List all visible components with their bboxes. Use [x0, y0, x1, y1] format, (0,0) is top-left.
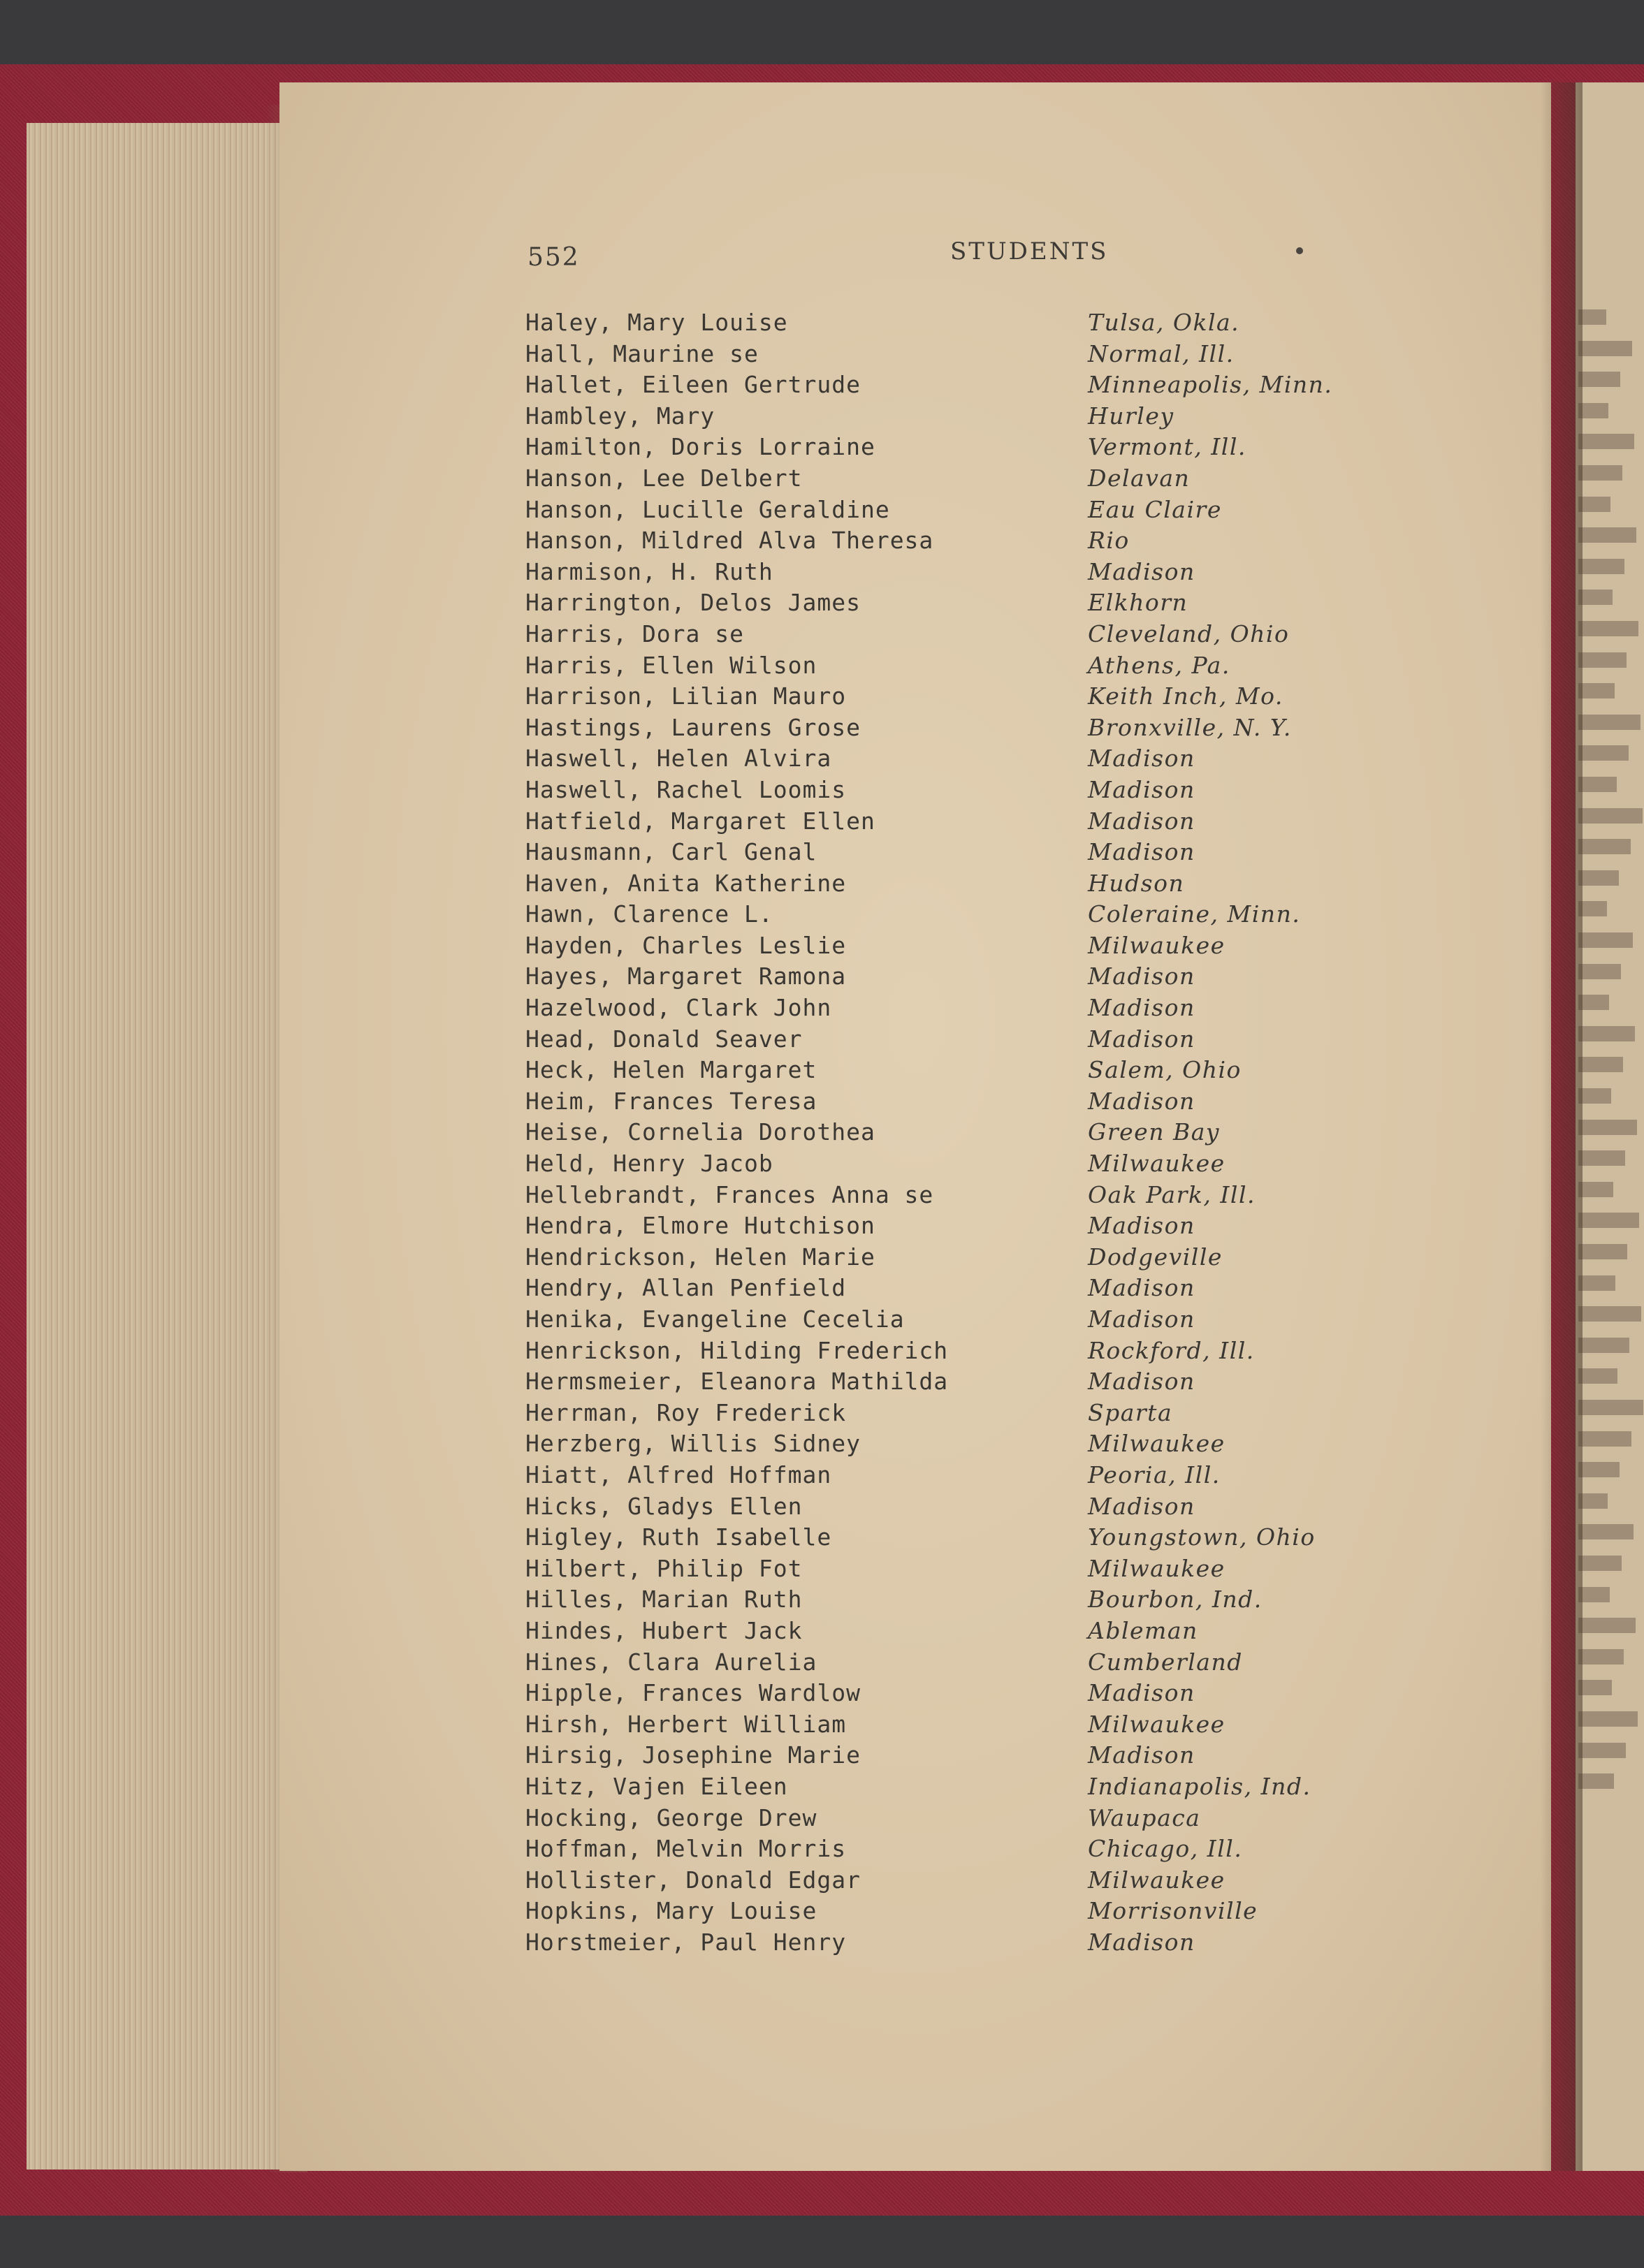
student-row	[525, 1803, 1434, 1834]
facing-page-text-line	[1578, 559, 1624, 574]
student-row	[525, 930, 1434, 962]
ornament-dot	[1296, 247, 1303, 254]
student-name: Hollister, Donald Edgar	[525, 1866, 861, 1894]
student-row	[525, 307, 1434, 339]
student-name: Head, Donald Seaver	[525, 1025, 803, 1053]
student-row	[525, 1647, 1434, 1678]
student-name: Hoffman, Melvin Morris	[525, 1835, 847, 1863]
student-name: Held, Henry Jacob	[525, 1150, 773, 1178]
student-name: Hazelwood, Clark John	[525, 994, 832, 1022]
facing-page-text-line	[1578, 1150, 1625, 1166]
student-row	[525, 1834, 1434, 1865]
student-row	[525, 1553, 1434, 1585]
student-hometown: Green Bay	[1088, 1118, 1221, 1146]
student-hometown: Coleraine, Minn.	[1088, 900, 1301, 928]
student-row	[525, 1336, 1434, 1367]
facing-page-text-line	[1578, 1711, 1638, 1727]
student-name: Hawn, Clarence L.	[525, 900, 773, 928]
facing-page-text-line	[1578, 1213, 1639, 1228]
student-row	[525, 463, 1434, 495]
student-hometown: Bourbon, Ind.	[1088, 1586, 1263, 1614]
page-number: 552	[528, 243, 580, 272]
student-row	[525, 806, 1434, 837]
student-name: Hipple, Frances Wardlow	[525, 1679, 861, 1707]
student-name: Haswell, Helen Alvira	[525, 745, 832, 773]
student-hometown: Milwaukee	[1088, 1150, 1225, 1178]
facing-page-text-line	[1578, 1120, 1637, 1135]
student-hometown: Athens, Pa.	[1088, 651, 1230, 679]
page-gutter	[1541, 82, 1583, 2171]
student-hometown: Milwaukee	[1088, 1866, 1225, 1894]
student-row	[525, 1366, 1434, 1398]
facing-page-text-line	[1578, 745, 1629, 761]
student-name: Hamilton, Doris Lorraine	[525, 433, 875, 461]
facing-page-text-line	[1578, 1306, 1641, 1322]
student-name: Herzberg, Willis Sidney	[525, 1430, 861, 1458]
student-hometown: Cleveland, Ohio	[1088, 620, 1290, 648]
facing-page-text-line	[1578, 1431, 1631, 1447]
student-hometown: Madison	[1088, 557, 1195, 585]
facing-page-text-line	[1578, 870, 1619, 886]
student-row	[525, 1709, 1434, 1741]
student-name: Harmison, H. Ruth	[525, 557, 773, 585]
student-hometown: Madison	[1088, 963, 1195, 990]
student-hometown: Madison	[1088, 1087, 1195, 1115]
facing-page-text-line	[1578, 839, 1631, 854]
facing-page-text-line	[1578, 932, 1633, 948]
student-row	[525, 1180, 1434, 1211]
student-hometown: Milwaukee	[1088, 1710, 1225, 1738]
student-row	[525, 557, 1434, 588]
facing-page-text-line	[1578, 403, 1608, 418]
student-row	[525, 1865, 1434, 1896]
student-hometown: Hudson	[1088, 869, 1185, 897]
student-row	[525, 370, 1434, 401]
student-hometown: Youngstown, Ohio	[1088, 1523, 1316, 1551]
student-row	[525, 1927, 1434, 1959]
student-hometown: Madison	[1088, 807, 1195, 835]
student-hometown: Madison	[1088, 1492, 1195, 1520]
facing-page-text-line	[1578, 1275, 1615, 1291]
student-hometown: Indianapolis, Ind.	[1088, 1772, 1311, 1800]
student-hometown: Waupaca	[1088, 1804, 1201, 1831]
facing-page-text-line	[1578, 309, 1606, 325]
student-name: Hastings, Laurens Grose	[525, 713, 861, 741]
student-row	[525, 775, 1434, 806]
facing-page-text-line	[1578, 1649, 1624, 1665]
student-row	[525, 1678, 1434, 1709]
student-name: Hermsmeier, Eleanora Mathilda	[525, 1368, 949, 1396]
facing-page-text-line	[1578, 964, 1621, 979]
student-row	[525, 1428, 1434, 1460]
student-roster	[525, 307, 1434, 1958]
student-hometown: Rockford, Ill.	[1088, 1336, 1255, 1364]
student-row	[525, 401, 1434, 432]
student-hometown: Milwaukee	[1088, 1430, 1225, 1458]
student-name: Heise, Cornelia Dorothea	[525, 1118, 875, 1146]
student-name: Heck, Helen Margaret	[525, 1056, 817, 1084]
running-head	[0, 237, 1644, 279]
student-hometown: Madison	[1088, 838, 1195, 866]
facing-page-text-line	[1578, 1618, 1636, 1633]
student-hometown: Madison	[1088, 994, 1195, 1022]
student-name: Hall, Maurine se	[525, 339, 759, 367]
facing-page-fragment	[1576, 82, 1644, 2171]
student-hometown: Normal, Ill.	[1088, 339, 1235, 367]
facing-page-text-line	[1578, 372, 1620, 387]
student-name: Hicks, Gladys Ellen	[525, 1492, 803, 1520]
student-name: Herrman, Roy Frederick	[525, 1398, 847, 1426]
student-name: Hausmann, Carl Genal	[525, 838, 817, 866]
student-hometown: Peoria, Ill.	[1088, 1461, 1221, 1488]
student-row	[525, 650, 1434, 682]
facing-page-text-line	[1578, 1587, 1610, 1602]
student-name: Hellebrandt, Frances Anna se	[525, 1180, 934, 1208]
student-hometown: Madison	[1088, 1679, 1195, 1707]
student-name: Higley, Ruth Isabelle	[525, 1523, 832, 1551]
student-row	[525, 432, 1434, 463]
student-name: Hines, Clara Aurelia	[525, 1648, 817, 1676]
facing-page-text-line	[1578, 715, 1641, 730]
student-row	[525, 1771, 1434, 1803]
student-row	[525, 1491, 1434, 1523]
page-title: STUDENTS	[950, 237, 1109, 265]
student-name: Hilles, Marian Ruth	[525, 1586, 803, 1614]
student-hometown: Salem, Ohio	[1088, 1056, 1242, 1084]
student-hometown: Ableman	[1088, 1616, 1198, 1644]
student-row	[525, 743, 1434, 775]
student-name: Hocking, George Drew	[525, 1804, 817, 1831]
student-hometown: Sparta	[1088, 1398, 1173, 1426]
facing-page-text-line	[1578, 1244, 1627, 1259]
student-row	[525, 1896, 1434, 1927]
facing-page-text-line	[1578, 1524, 1634, 1539]
student-name: Haswell, Rachel Loomis	[525, 775, 847, 803]
student-hometown: Vermont, Ill.	[1088, 433, 1246, 461]
student-row	[525, 1086, 1434, 1118]
facing-page-text-line	[1578, 527, 1636, 543]
student-name: Hilbert, Philip Fot	[525, 1554, 803, 1582]
student-row	[525, 339, 1434, 370]
student-hometown: Milwaukee	[1088, 1554, 1225, 1582]
facing-page-text-line	[1578, 1400, 1643, 1415]
student-row	[525, 1055, 1434, 1086]
student-hometown: Madison	[1088, 775, 1195, 803]
student-row	[525, 587, 1434, 619]
student-name: Henrickson, Hilding Frederich	[525, 1336, 949, 1364]
student-row	[525, 1584, 1434, 1616]
student-name: Hayes, Margaret Ramona	[525, 963, 847, 990]
facing-page-text-line	[1578, 1680, 1612, 1695]
student-hometown: Oak Park, Ill.	[1088, 1180, 1256, 1208]
facing-page-text-line	[1578, 808, 1643, 824]
facing-page-text-line	[1578, 777, 1617, 792]
student-name: Hanson, Lee Delbert	[525, 464, 803, 492]
facing-page-text-line	[1578, 683, 1615, 698]
student-row	[525, 619, 1434, 650]
student-hometown: Madison	[1088, 1928, 1195, 1956]
student-row	[525, 1117, 1434, 1148]
student-row	[525, 868, 1434, 900]
student-name: Hindes, Hubert Jack	[525, 1616, 803, 1644]
student-row	[525, 681, 1434, 712]
student-row	[525, 1522, 1434, 1553]
facing-page-text-line	[1578, 1182, 1613, 1197]
student-row	[525, 899, 1434, 930]
facing-page-text-line	[1578, 652, 1627, 668]
student-row	[525, 1740, 1434, 1771]
facing-page-text-line	[1578, 901, 1607, 916]
student-hometown: Keith Inch, Mo.	[1088, 682, 1283, 710]
student-name: Hambley, Mary	[525, 402, 715, 430]
student-hometown: Madison	[1088, 1368, 1195, 1396]
student-hometown: Madison	[1088, 1741, 1195, 1769]
student-name: Hatfield, Margaret Ellen	[525, 807, 875, 835]
student-name: Heim, Frances Teresa	[525, 1087, 817, 1115]
student-row	[525, 712, 1434, 744]
student-hometown: Milwaukee	[1088, 931, 1225, 959]
student-row	[525, 1304, 1434, 1336]
student-name: Harris, Dora se	[525, 620, 745, 648]
student-name: Hitz, Vajen Eileen	[525, 1772, 788, 1800]
facing-page-text-line	[1578, 1368, 1617, 1384]
student-hometown: Madison	[1088, 1212, 1195, 1240]
student-name: Hanson, Lucille Geraldine	[525, 495, 890, 523]
facing-page-text-line	[1578, 1338, 1629, 1353]
facing-page-text-line	[1578, 1462, 1620, 1477]
student-row	[525, 1024, 1434, 1055]
student-hometown: Elkhorn	[1088, 589, 1188, 617]
student-name: Harrington, Delos James	[525, 589, 861, 617]
student-name: Hirsig, Josephine Marie	[525, 1741, 861, 1769]
student-row	[525, 525, 1434, 557]
facing-page-text-line	[1578, 1088, 1611, 1104]
facing-page-text-line	[1578, 1773, 1614, 1789]
page-edges	[27, 123, 292, 2170]
student-name: Hendra, Elmore Hutchison	[525, 1212, 875, 1240]
student-row	[525, 495, 1434, 526]
facing-page-text-line	[1578, 1057, 1623, 1072]
student-row	[525, 1616, 1434, 1647]
student-hometown: Morrisonville	[1088, 1897, 1258, 1925]
student-hometown: Tulsa, Okla.	[1088, 309, 1240, 336]
facing-page-text-line	[1578, 995, 1609, 1010]
student-name: Horstmeier, Paul Henry	[525, 1928, 847, 1956]
student-name: Hallet, Eileen Gertrude	[525, 371, 861, 399]
student-name: Harrison, Lilian Mauro	[525, 682, 847, 710]
student-row	[525, 993, 1434, 1024]
student-row	[525, 1460, 1434, 1491]
student-name: Haley, Mary Louise	[525, 309, 788, 336]
student-hometown: Chicago, Ill.	[1088, 1835, 1243, 1863]
student-hometown: Eau Claire	[1088, 495, 1222, 523]
student-row	[525, 1398, 1434, 1429]
student-row	[525, 961, 1434, 993]
facing-page-text-line	[1578, 621, 1638, 636]
student-name: Hanson, Mildred Alva Theresa	[525, 527, 934, 555]
facing-page-text-line	[1578, 1493, 1608, 1509]
student-hometown: Dodgeville	[1088, 1243, 1223, 1271]
facing-page-text-line	[1578, 1743, 1626, 1758]
student-hometown: Rio	[1088, 527, 1130, 555]
facing-page-text-line	[1578, 1556, 1622, 1571]
student-hometown: Madison	[1088, 745, 1195, 773]
student-row	[525, 1242, 1434, 1273]
student-row	[525, 1273, 1434, 1304]
student-name: Henika, Evangeline Cecelia	[525, 1305, 905, 1333]
student-row	[525, 1210, 1434, 1242]
facing-page-text-line	[1578, 497, 1610, 512]
facing-page-text-line	[1578, 590, 1613, 605]
student-hometown: Hurley	[1088, 402, 1174, 430]
facing-page-text-line	[1578, 434, 1634, 449]
student-name: Hiatt, Alfred Hoffman	[525, 1461, 832, 1488]
student-name: Hirsh, Herbert William	[525, 1710, 847, 1738]
student-name: Hendry, Allan Penfield	[525, 1274, 847, 1302]
student-name: Haven, Anita Katherine	[525, 869, 847, 897]
student-hometown: Minneapolis, Minn.	[1088, 371, 1333, 399]
student-name: Hayden, Charles Leslie	[525, 931, 847, 959]
student-hometown: Madison	[1088, 1305, 1195, 1333]
student-name: Harris, Ellen Wilson	[525, 651, 817, 679]
student-row	[525, 1148, 1434, 1180]
student-name: Hendrickson, Helen Marie	[525, 1243, 875, 1271]
facing-page-text-line	[1578, 341, 1632, 356]
student-row	[525, 837, 1434, 868]
student-hometown: Delavan	[1088, 464, 1191, 492]
student-hometown: Bronxville, N. Y.	[1088, 713, 1292, 741]
student-hometown: Madison	[1088, 1025, 1195, 1053]
facing-page-text-line	[1578, 1026, 1635, 1041]
student-hometown: Cumberland	[1088, 1648, 1243, 1676]
facing-page-text-line	[1578, 465, 1622, 481]
student-hometown: Madison	[1088, 1274, 1195, 1302]
student-name: Hopkins, Mary Louise	[525, 1897, 817, 1925]
